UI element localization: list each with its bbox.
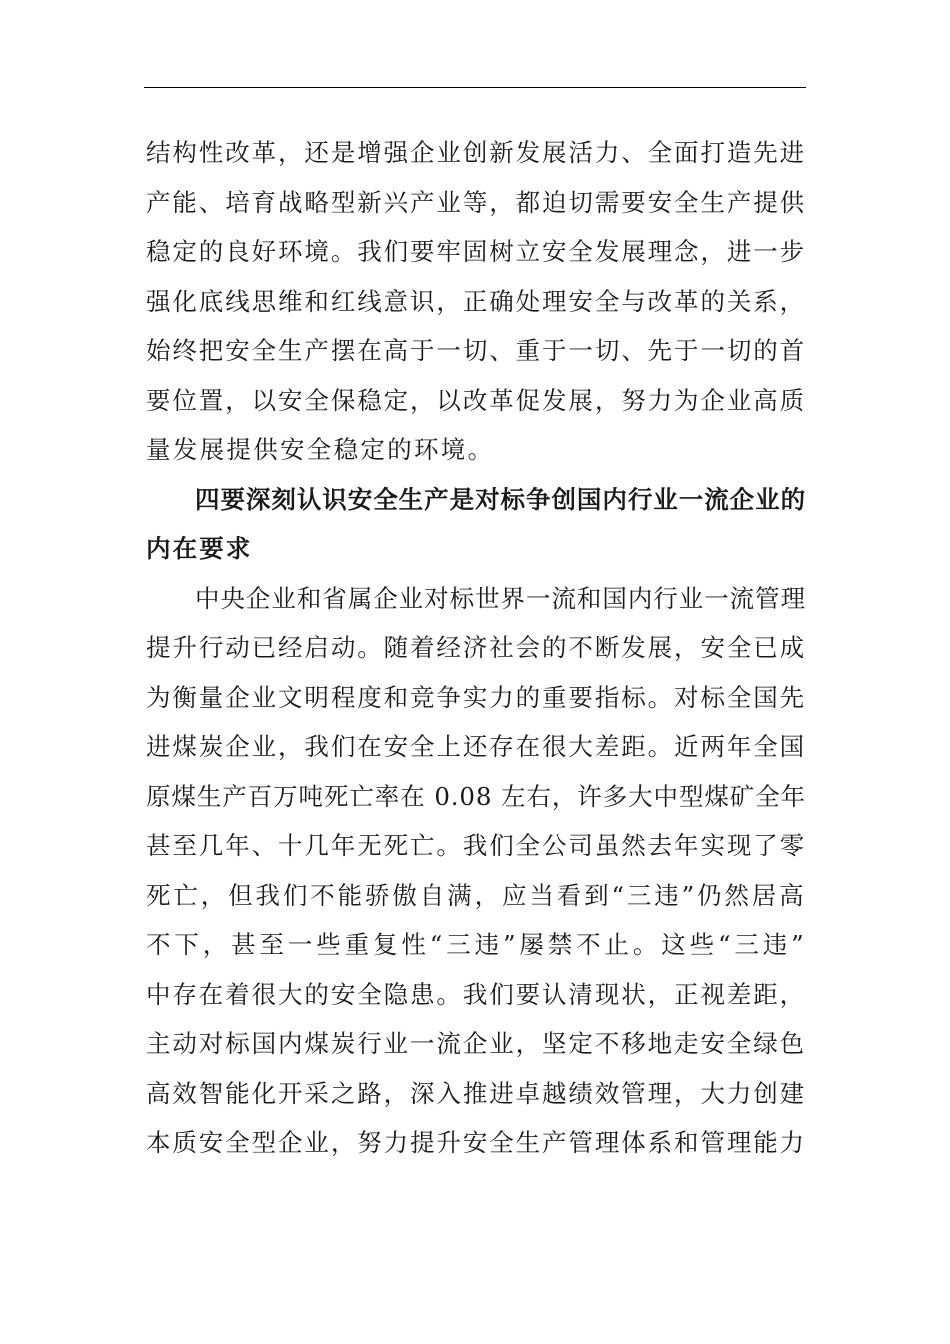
text-line: 进煤炭企业，我们在安全上还存在很大差距。近两年全国 [146,732,806,761]
text-line: 始终把安全生产摆在高于一切、重于一切、先于一切的首 [146,336,806,365]
section-heading [146,475,806,574]
text-line: 甚至几年、十几年无死亡。我们全公司虽然去年实现了零 [146,831,806,860]
paragraph-benchmarking [146,574,806,1168]
text-line: 要位置，以安全保稳定，以改革促发展，努力为企业高质 [146,385,806,415]
text-line: 强化底线思维和红线意识，正确处理安全与改革的关系， [146,286,806,316]
document-body [146,128,806,1168]
text-line: 死亡，但我们不能骄傲自满，应当看到“三违”仍然居高 [146,880,806,910]
heading-line: 内在要求 [146,534,253,563]
text-line: 结构性改革，还是增强企业创新发展活力、全面打造先进 [146,138,806,167]
text-line: 产能、培育战略型新兴产业等，都迫切需要安全生产提供 [146,187,806,217]
header-rule [144,87,806,88]
text-line: 高效智能化开采之路，深入推进卓越绩效管理，大力创建 [146,1078,806,1108]
text-line: 稳定的良好环境。我们要牢固树立安全发展理念，进一步 [146,237,806,266]
text-line: 原煤生产百万吨死亡率在 0.08 左右，许多大中型煤矿全年 [146,781,806,811]
text-line: 不下，甚至一些重复性“三违”屡禁不止。这些“三违” [146,930,806,959]
heading-line: 四要深刻认识安全生产是对标争创国内行业一流企业的 [195,484,806,514]
text-line: 量发展提供安全稳定的环境。 [146,435,495,464]
text-line: 本质安全型企业，努力提升安全生产管理体系和管理能力 [146,1128,806,1157]
paragraph-reform-context [146,128,806,475]
text-line: 中存在着很大的安全隐患。我们要认清现状，正视差距， [146,979,806,1009]
text-line: 为衡量企业文明程度和竞争实力的重要指标。对标全国先 [146,682,806,712]
text-line: 中央企业和省属企业对标世界一流和国内行业一流管理 [195,583,806,613]
text-line: 提升行动已经启动。随着经济社会的不断发展，安全已成 [146,633,806,662]
text-line: 主动对标国内煤炭行业一流企业，坚定不移地走安全绿色 [146,1029,806,1058]
